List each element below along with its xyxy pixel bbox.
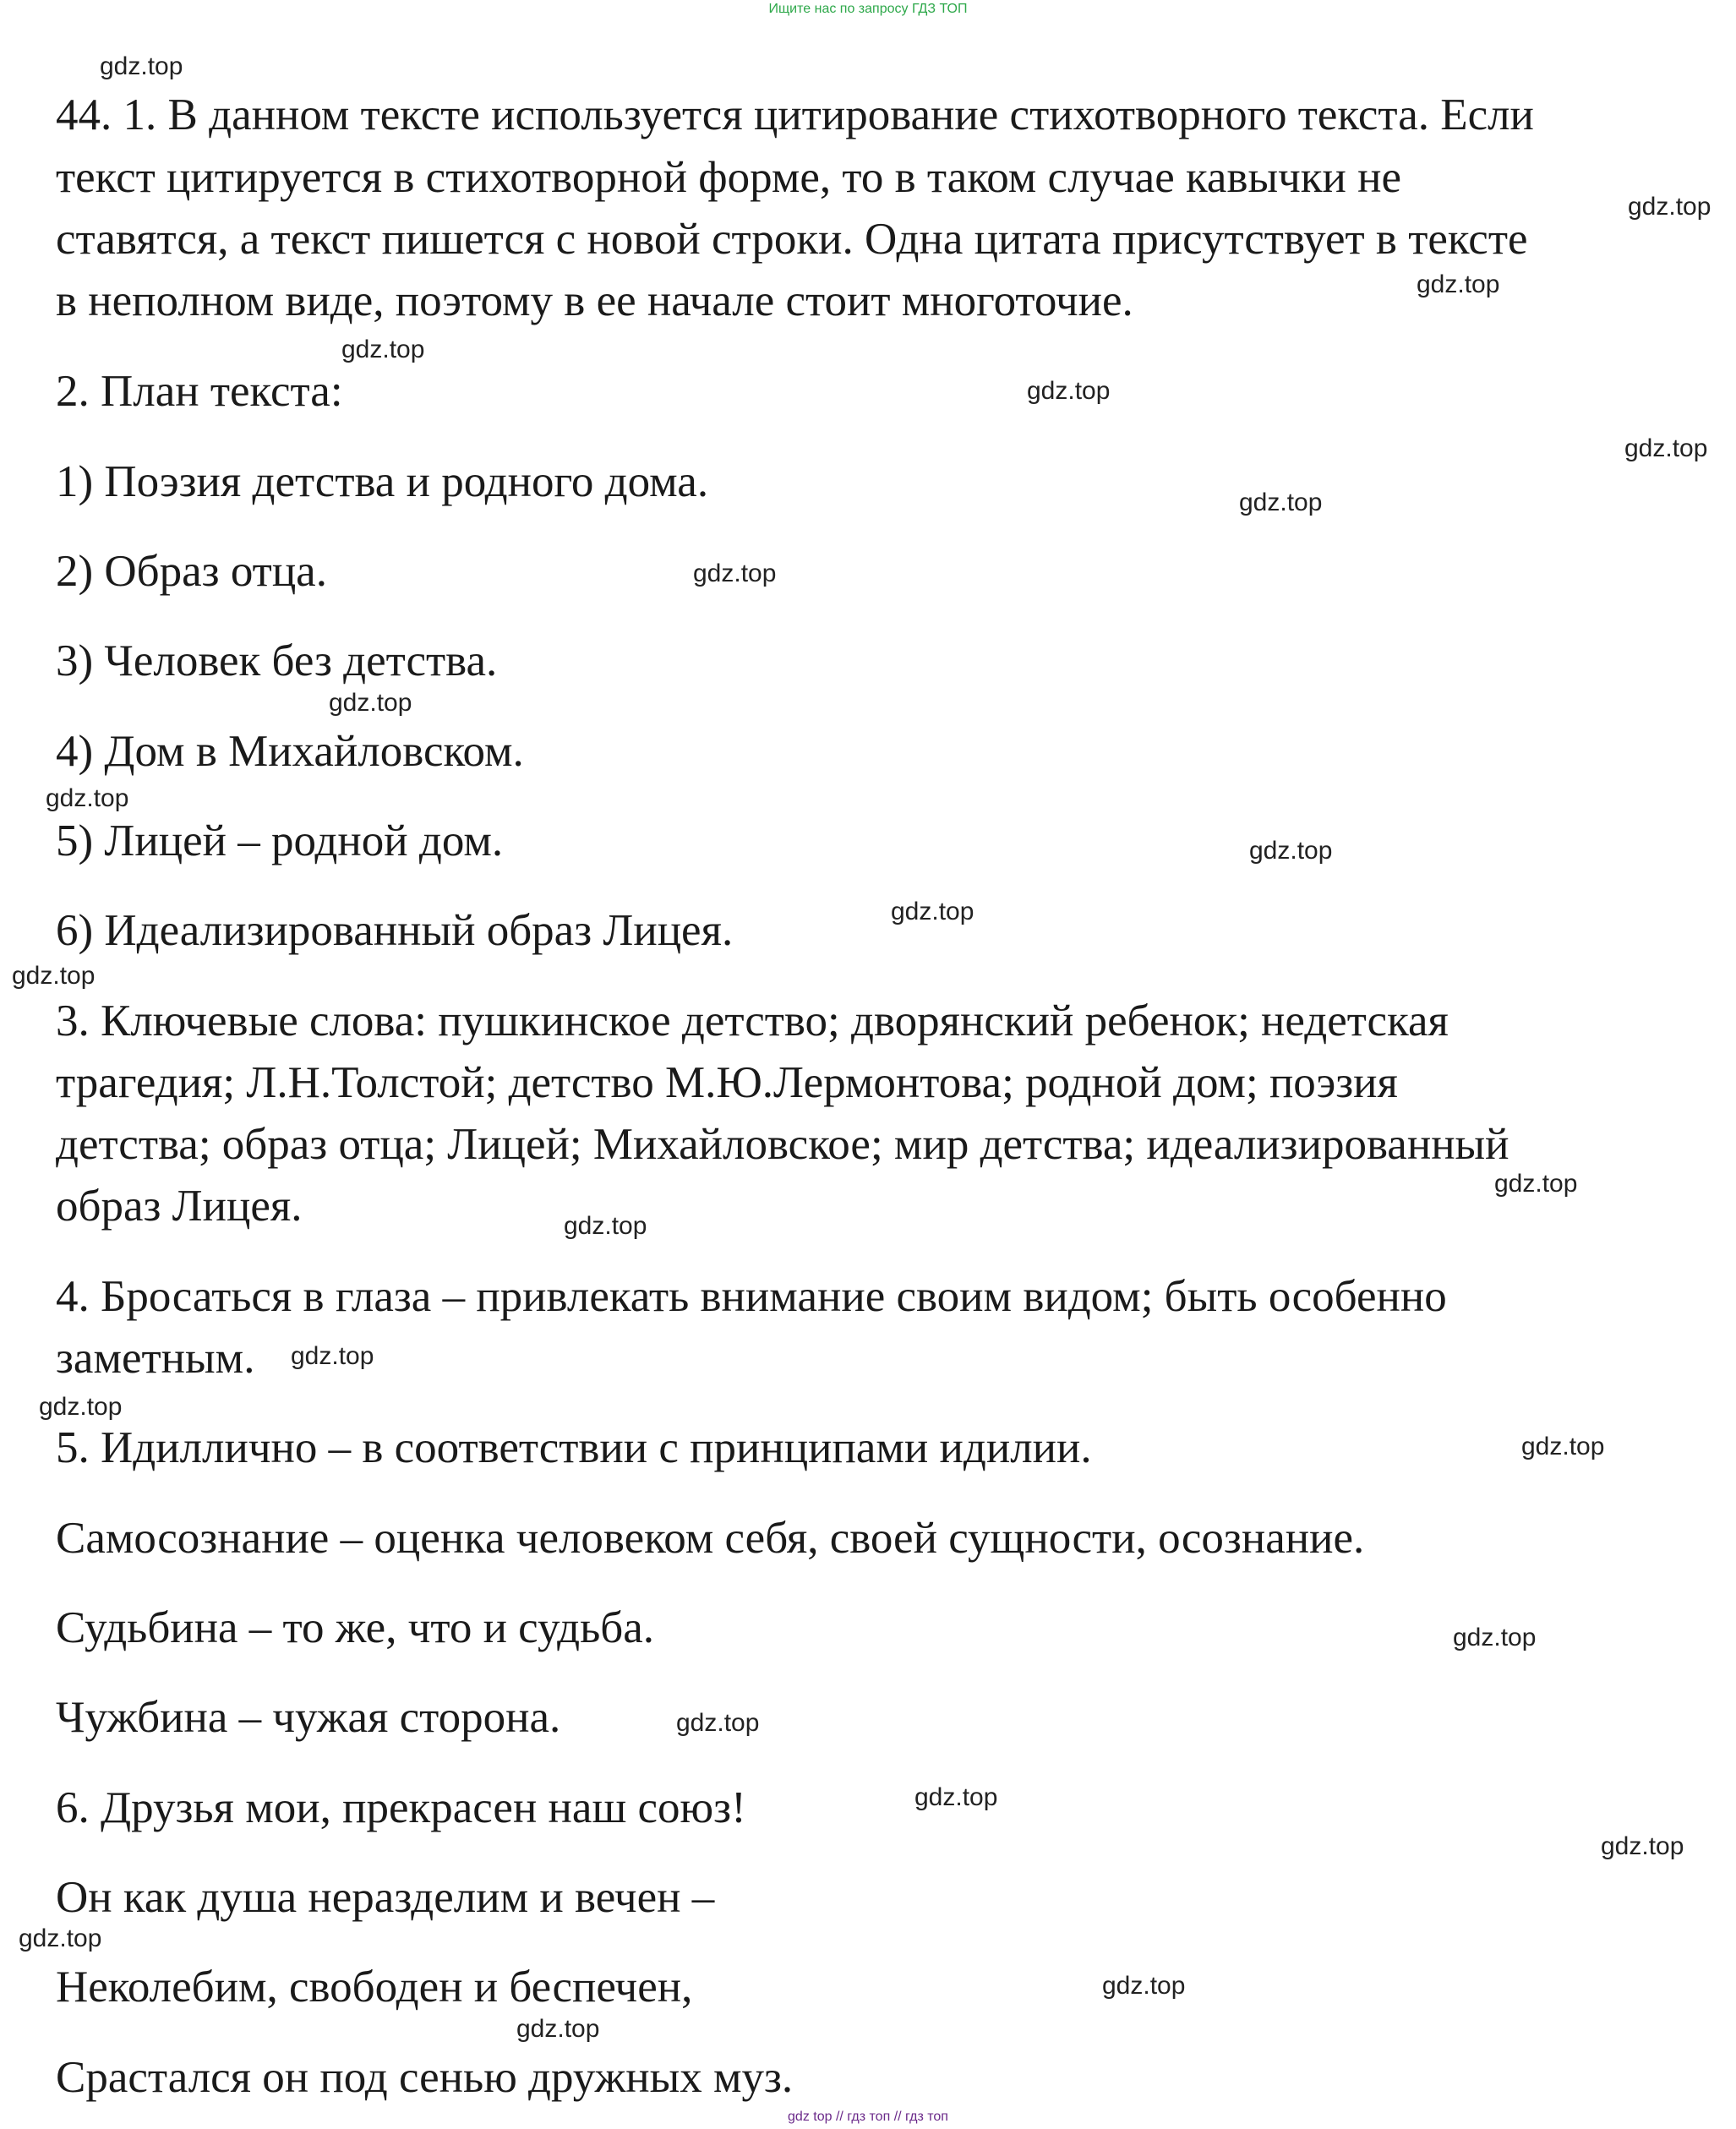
watermark: gdz.top bbox=[564, 1212, 647, 1240]
watermark: gdz.top bbox=[1494, 1170, 1578, 1198]
watermark: gdz.top bbox=[1624, 434, 1708, 462]
watermark: gdz.top bbox=[341, 336, 425, 363]
watermark: gdz.top bbox=[676, 1709, 760, 1737]
watermark: gdz.top bbox=[1102, 1972, 1186, 2000]
watermark: gdz.top bbox=[1453, 1624, 1537, 1651]
text-line: текст цитируется в стихотворной форме, то в таком случае кавычки не bbox=[56, 153, 1401, 202]
top-banner: Ищите нас по запросу ГДЗ ТОП bbox=[768, 2, 968, 16]
text-line: 4. Бросаться в глаза – привлекать внимание своим видом; быть особенно bbox=[56, 1272, 1447, 1321]
text-line: 2) Образ отца. bbox=[56, 547, 327, 596]
watermark: gdz.top bbox=[891, 898, 974, 925]
watermark: gdz.top bbox=[1521, 1433, 1605, 1460]
watermark: gdz.top bbox=[693, 560, 777, 587]
text-line: 6) Идеализированный образ Лицея. bbox=[56, 906, 734, 955]
watermark: gdz.top bbox=[329, 689, 412, 717]
watermark: gdz.top bbox=[19, 1924, 102, 1952]
text-line: в неполном виде, поэтому в ее начале стоит многоточие. bbox=[56, 276, 1133, 325]
text-line: 3) Человек без детства. bbox=[56, 636, 498, 685]
text-line: 6. Друзья мои, прекрасен наш союз! bbox=[56, 1783, 746, 1832]
text-line: ставятся, а текст пишется с новой строки. Одна цитата присутствует в тексте bbox=[56, 215, 1528, 264]
watermark: gdz.top bbox=[1628, 193, 1711, 221]
text-line: Судьбина – то же, что и судьба. bbox=[56, 1603, 655, 1652]
watermark: gdz.top bbox=[1601, 1832, 1684, 1860]
text-line: 1) Поэзия детства и родного дома. bbox=[56, 457, 709, 506]
text-line: детства; образ отца; Лицей; Михайловское; мир детства; идеализированный bbox=[56, 1120, 1509, 1169]
text-line: заметным. bbox=[56, 1334, 255, 1383]
text-line: 3. Ключевые слова: пушкинское детство; дворянский ребенок; недетская bbox=[56, 996, 1449, 1045]
text-line: Срастался он под сенью дружных муз. bbox=[56, 2053, 794, 2102]
bottom-banner: gdz top // гдз топ // гдз топ bbox=[788, 2110, 948, 2124]
text-line: Чужбина – чужая сторона. bbox=[56, 1693, 561, 1742]
text-line: Самосознание – оценка человеком себя, своей сущности, осознание. bbox=[56, 1514, 1365, 1563]
watermark: gdz.top bbox=[46, 784, 129, 812]
text-line: 5. Идиллично – в соответствии с принципами идилии. bbox=[56, 1423, 1092, 1472]
watermark: gdz.top bbox=[1027, 377, 1111, 405]
text-line: 4) Дом в Михайловском. bbox=[56, 727, 524, 776]
watermark: gdz.top bbox=[1417, 270, 1500, 298]
text-line: 44. 1. В данном тексте используется цитирование стихотворного текста. Если bbox=[56, 90, 1534, 139]
text-line: образ Лицея. bbox=[56, 1182, 303, 1231]
watermark: gdz.top bbox=[12, 962, 96, 990]
watermark: gdz.top bbox=[291, 1342, 374, 1370]
watermark: gdz.top bbox=[1239, 489, 1323, 516]
text-line: Неколебим, свободен и беспечен, bbox=[56, 1963, 693, 2012]
watermark: gdz.top bbox=[1249, 837, 1333, 865]
text-line: трагедия; Л.Н.Толстой; детство М.Ю.Лермонтова; родной дом; поэзия bbox=[56, 1058, 1398, 1107]
watermark: gdz.top bbox=[516, 2015, 600, 2043]
watermark: gdz.top bbox=[39, 1393, 123, 1421]
watermark: gdz.top bbox=[100, 52, 183, 80]
text-line: Он как душа неразделим и вечен – bbox=[56, 1873, 715, 1922]
text-line: 2. План текста: bbox=[56, 367, 343, 416]
text-line: 5) Лицей – родной дом. bbox=[56, 816, 504, 865]
watermark: gdz.top bbox=[914, 1783, 998, 1811]
